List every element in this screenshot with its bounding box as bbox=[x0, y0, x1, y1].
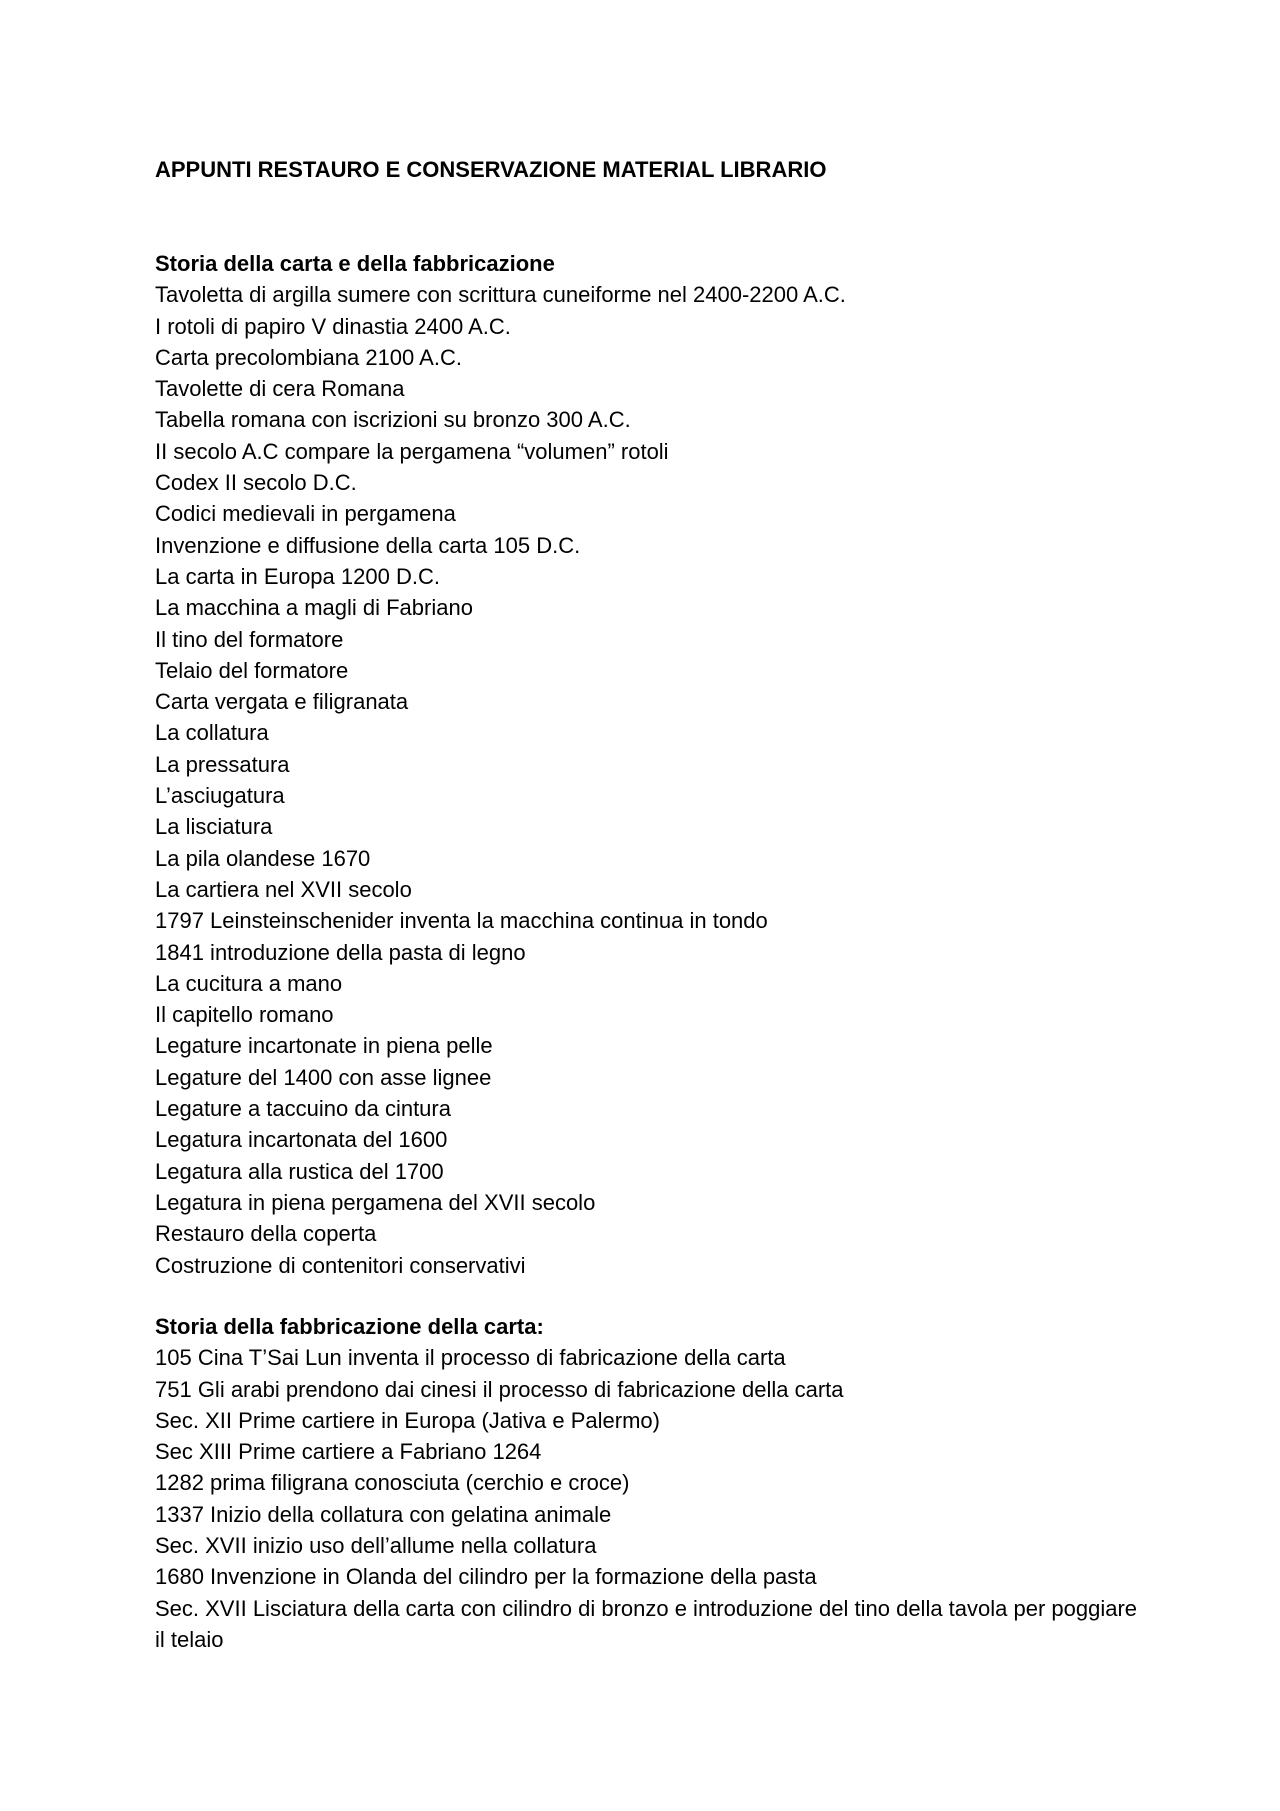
list-item: 1282 prima filigrana conosciuta (cerchio e croce) bbox=[155, 1470, 630, 1496]
list-item: Codex II secolo D.C. bbox=[155, 470, 357, 496]
list-item: Restauro della coperta bbox=[155, 1221, 377, 1247]
list-item: La macchina a magli di Fabriano bbox=[155, 595, 473, 621]
list-item: Carta vergata e filigranata bbox=[155, 689, 409, 715]
list-item: Legature del 1400 con asse lignee bbox=[155, 1064, 492, 1090]
list-item: Tavolette di cera Romana bbox=[155, 376, 405, 402]
list-item: 1841 introduzione della pasta di legno bbox=[155, 939, 526, 965]
list-item: Il capitello romano bbox=[155, 1002, 334, 1028]
list-item: Legatura incartonata del 1600 bbox=[155, 1127, 448, 1153]
list-item: Sec. XVII inizio uso dell’allume nella collatura bbox=[155, 1533, 597, 1559]
list-item: La lisciatura bbox=[155, 814, 273, 840]
list-item: Tavoletta di argilla sumere con scrittura cuneiforme nel 2400-2200 A.C. bbox=[155, 282, 846, 308]
list-item: L’asciugatura bbox=[155, 783, 285, 809]
list-item: La cucitura a mano bbox=[155, 970, 343, 996]
list-item: Invenzione e diffusione della carta 105 D.C. bbox=[155, 532, 581, 558]
section-paper-history bbox=[155, 248, 1145, 1281]
list-item: La collatura bbox=[155, 720, 269, 746]
list-item: Codici medievali in pergamena bbox=[155, 501, 456, 527]
list-item: Legatura in piena pergamena del XVII secolo bbox=[155, 1189, 596, 1215]
list-item: 1797 Leinsteinschenider inventa la macchina continua in tondo bbox=[155, 908, 768, 934]
list-item: 1680 Invenzione in Olanda del cilindro per la formazione della pasta bbox=[155, 1564, 817, 1590]
list-item: La carta in Europa 1200 D.C. bbox=[155, 563, 440, 589]
list-item: Carta precolombiana 2100 A.C. bbox=[155, 344, 462, 370]
list-item: 105 Cina T’Sai Lun inventa il processo di fabricazione della carta bbox=[155, 1345, 786, 1371]
list-item: 751 Gli arabi prendono dai cinesi il processo di fabricazione della carta bbox=[155, 1376, 844, 1402]
list-item: Tabella romana con iscrizioni su bronzo 300 A.C. bbox=[155, 407, 631, 433]
list-item: La pressatura bbox=[155, 751, 290, 777]
list-item: Legature incartonate in piena pelle bbox=[155, 1033, 493, 1059]
list-item: Il tino del formatore bbox=[155, 626, 344, 652]
list-item: Sec. XII Prime cartiere in Europa (Jativa e Palermo) bbox=[155, 1407, 660, 1433]
list-item: II secolo A.C compare la pergamena “volumen” rotoli bbox=[155, 438, 669, 464]
list-item: Costruzione di contenitori conservativi bbox=[155, 1252, 526, 1278]
list-item: La pila olandese 1670 bbox=[155, 845, 371, 871]
document-title: APPUNTI RESTAURO E CONSERVAZIONE MATERIAL LIBRARIO bbox=[155, 157, 827, 182]
section-papermaking-history bbox=[155, 1311, 1145, 1655]
list-item: I rotoli di papiro V dinastia 2400 A.C. bbox=[155, 313, 511, 339]
section-heading: Storia della carta e della fabbricazione bbox=[155, 251, 555, 276]
list-item: 1337 Inizio della collatura con gelatina animale bbox=[155, 1501, 612, 1527]
list-item: Sec. XVII Lisciatura della carta con cilindro di bronzo e introduzione del tino della tavola per poggiare il telaio bbox=[155, 1595, 1138, 1652]
list-item: Legature a taccuino da cintura bbox=[155, 1096, 451, 1122]
list-item: Telaio del formatore bbox=[155, 657, 349, 683]
list-item: La cartiera nel XVII secolo bbox=[155, 876, 412, 902]
list-item: Legatura alla rustica del 1700 bbox=[155, 1158, 444, 1184]
list-item: Sec XIII Prime cartiere a Fabriano 1264 bbox=[155, 1439, 542, 1465]
section-heading: Storia della fabbricazione della carta: bbox=[155, 1314, 544, 1339]
